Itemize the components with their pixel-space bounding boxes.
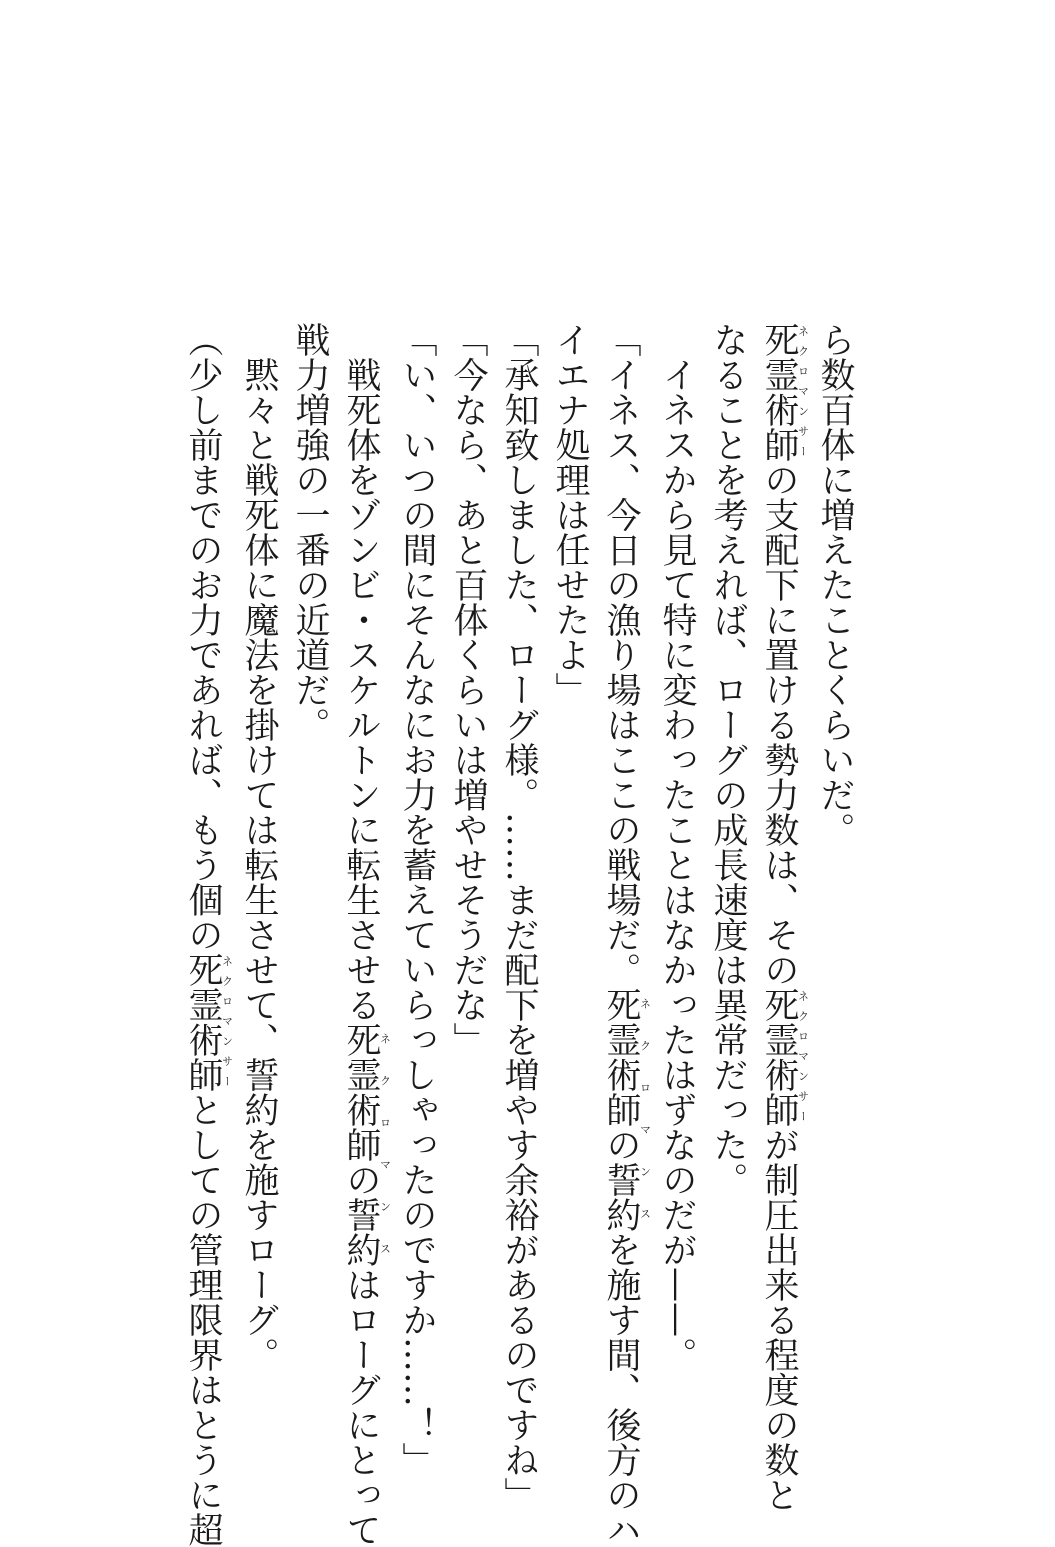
ruby-base: 死霊術師: [759, 322, 799, 462]
ruby-base: 死霊術師の誓約: [341, 1022, 381, 1267]
text-line: [651, 322, 702, 1372]
text-segment: ら数百体に増えたことくらいだ。: [815, 322, 855, 847]
text-line: [442, 322, 493, 1362]
text-segment: （少し前までのお力であれば、もう個の: [183, 322, 223, 952]
text-line: [544, 322, 595, 1362]
text-segment: 「い、いつの間にそんなにお力を蓄えていらっしゃったのですか……！」: [397, 322, 437, 1477]
text-segment: イエナ処理は任せたよ」: [550, 322, 590, 707]
ruby-base: 死霊術師: [759, 987, 799, 1127]
ruby-annotated-term: [601, 987, 652, 1232]
ruby-annotated-term: [759, 322, 810, 462]
text-segment: を施す間、後方のハ: [601, 1232, 641, 1547]
text-segment: はローグにとって: [341, 1267, 381, 1547]
text-segment: 戦力増強の一番の近道だ。: [290, 322, 330, 742]
ruby-annotated-term: [759, 987, 810, 1127]
text-line: [284, 322, 335, 1362]
text-segment: 戦死体をゾンビ・スケルトンに転生させる: [341, 322, 381, 1022]
text-line: [702, 322, 753, 1362]
text-segment: 「承知致しました、ローグ様。……まだ配下を増やす余裕があるのですね」: [499, 322, 539, 1512]
text-segment: が制圧出来る程度の数と: [759, 1127, 799, 1512]
ruby-reading: ネクロマンサー: [220, 952, 234, 1092]
vertical-text-block: [177, 322, 860, 1547]
ruby-base: 死霊術師: [183, 952, 223, 1092]
text-line: [493, 322, 544, 1512]
ruby-reading: ネクロマンサー: [796, 987, 810, 1127]
text-line: [335, 322, 392, 1547]
text-segment: 「今なら、あと百体くらいは増やせそうだな」: [448, 322, 488, 1057]
text-line: [233, 322, 284, 1372]
text-segment: イネスから見て特に変わったことはなかったはずなのだが——。: [657, 322, 697, 1372]
ruby-annotated-term: [341, 1022, 392, 1267]
text-segment: 黙々と戦死体に魔法を掛けては転生させて、誓約を施すローグ。: [239, 322, 279, 1372]
ruby-reading: ネクロマンサー: [796, 322, 810, 462]
text-line: [809, 322, 860, 1362]
text-segment: としての管理限界はとうに超: [183, 1092, 223, 1547]
text-line: [595, 322, 652, 1547]
text-line: [753, 322, 810, 1512]
ruby-reading: ネクロマンス: [638, 987, 652, 1232]
text-line: [391, 322, 442, 1477]
ruby-annotated-term: [183, 952, 234, 1092]
ruby-reading: ネクロマンス: [378, 1022, 392, 1267]
ruby-base: 死霊術師の誓約: [601, 987, 641, 1232]
text-segment: 「イネス、今日の漁り場はここの戦場だ。: [601, 322, 641, 987]
text-segment: なることを考えれば、ローグの成長速度は異常だった。: [708, 322, 748, 1197]
text-line: [177, 322, 234, 1547]
text-segment: の支配下に置ける勢力数は、その: [759, 462, 799, 987]
